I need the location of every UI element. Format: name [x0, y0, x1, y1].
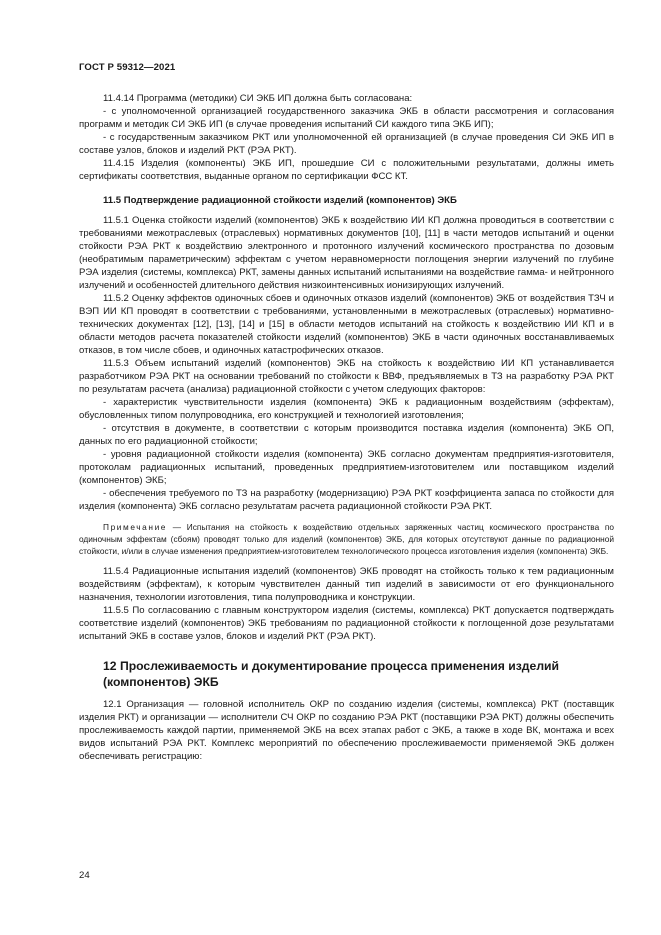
paragraph-12-1: 12.1 Организация — головной исполнитель ОКР по созданию изделия (системы, комплекса) РКТ (поставщик изделия РКТ) и организации — исполнители СЧ ОКР по созданию РЭА РКТ (поставщики РЭА РКТ) должны обеспечить прослеживаемость каждой партии, применяемой ЭКБ на всех этапах работ с ЭКБ, а также в ходе ВК, монтажа и всех видов испытаний РЭА РКТ. Комплекс мероприятий по обеспечению прослеживаемости применяемой ЭКБ должен обеспечивать регистрацию: [79, 698, 614, 763]
list-item: - с государственным заказчиком РКТ или уполномоченной ей организацией (в случае проведения СИ ЭКБ ИП в составе узлов, блоков и изделий РКТ (РЭА РКТ). [79, 132, 614, 157]
paragraph-11-5-3: 11.5.3 Объем испытаний изделий (компонентов) ЭКБ на стойкость к воздействию ИИ КП устанавливается разработчиком РЭА РКТ на основании требований по стойкости к ВВФ, предъявляемых в ТЗ на разработку РЭА РКТ по результатам расчета (анализа) радиационной стойкости с учетом следующих факторов: [79, 358, 614, 396]
list-item: - характеристик чувствительности изделия (компонента) ЭКБ к радиационным воздействиям (эффектам), обусловленных типом полупроводника, его конструкцией и технологией изготовления; [79, 397, 614, 422]
paragraph-11-4-14: 11.4.14 Программа (методики) СИ ЭКБ ИП должна быть согласована: [103, 93, 413, 104]
document-body [79, 92, 614, 763]
section-heading-11-5: 11.5 Подтверждение радиационной стойкости изделий (компонентов) ЭКБ [103, 195, 457, 207]
page-number: 24 [79, 870, 90, 881]
list-item: - уровня радиационной стойкости изделия (компонента) ЭКБ согласно документам предприятия-изготовителя, протоколам радиационных испытаний, проведенных предприятием-изготовителем или поставщиком изделий (компонентов) ЭКБ; [79, 449, 614, 487]
list-item: - отсутствия в документе, в соответствии с которым производится поставка изделия (компонента) ЭКБ ОП, данных по его радиационной стойкости; [79, 423, 614, 448]
list-item: - с уполномоченной организацией государственного заказчика ЭКБ в области рассмотрения и согласования программ и методик СИ ЭКБ ИП (в случае проведения испытаний СИ каждого типа ЭКБ ИП); [79, 106, 614, 131]
note-text: — Испытания на стойкость к воздействию отдельных заряженных частиц космического пространства по одиночным эффектам (сбоям) проводят только для изделий (компонентов) ЭКБ, для которых отсутствуют данные по радиационной стойкости, и/или в случае изменения предприятием-изготовителем технологического процесса изготовления изделия (компонента) ЭКБ. [79, 522, 614, 556]
list-item: - обеспечения требуемого по ТЗ на разработку (модернизацию) РЭА РКТ коэффициента запаса по стойкости для изделия (компонента) ЭКБ согласно результатам расчета радиационной стойкости РЭА РКТ. [79, 488, 614, 513]
paragraph-11-5-2: 11.5.2 Оценку эффектов одиночных сбоев и одиночных отказов изделий (компонентов) ЭКБ от воздействия ТЗЧ и ВЭП ИИ КП проводят в соответствии с требованиями, установленными в межотраслевых (отраслевых) нормативно-технических документах [12], [13], [14] и [15] в области методов испытаний на стойкость к воздействию ИИ КП и в области методов расчета показателей стойкости изделий (компонентов) ЭКБ в части одиночных восстанавливаемых отказов, в том числе сбоев, и одиночных катастрофических отказов. [79, 293, 614, 357]
paragraph-11-5-4: 11.5.4 Радиационные испытания изделий (компонентов) ЭКБ проводят на стойкость только к тем радиационным воздействиям (эффектам), к которым чувствителен данный тип изделий в зависимости от его функционального назначения, технологии изготовления, типа полупроводника и конструкции. [79, 566, 614, 604]
paragraph-11-4-15: 11.4.15 Изделия (компоненты) ЭКБ ИП, прошедшие СИ с положительными результатами, должны иметь сертификаты соответствия, выданные органом по сертификации ФСС КТ. [79, 158, 614, 183]
note-label: Примечание [103, 522, 168, 533]
paragraph-11-5-5: 11.5.5 По согласованию с главным конструктором изделия (системы, комплекса) РКТ допускается подтверждать соответствие изделий (компонентов) ЭКБ требованиям по радиационной стойкости к поглощенной дозе результатами испытаний ЭКБ в составе узлов, блоков и изделий РКТ (РЭА РКТ). [79, 605, 614, 643]
paragraph-11-5-1: 11.5.1 Оценка стойкости изделий (компонентов) ЭКБ к воздействию ИИ КП должна проводиться в соответствии с требованиями межотраслевых (отраслевых) нормативных документов [10], [11] в части методов испытаний и оценки стойкости РЭА РКТ к воздействию электронного и протонного излучений космического пространства по дозовым (необратимым параметрическим) эффектам с учетом неравномерности поглощения энергии излучений по глубине РЭА изделия (системы, комплекса) РКТ, замены данных испытаний испытаниями на воздействие гамма- и нейтронного излучений и особенностей длительного действия низкоинтенсивных ионизирующих излучений. [79, 215, 614, 292]
note [79, 522, 614, 557]
document-header: ГОСТ Р 59312—2021 [79, 62, 176, 73]
section-heading-12: 12 Прослеживаемость и документирование процесса применения изделий (компонентов) ЭКБ [103, 659, 560, 689]
